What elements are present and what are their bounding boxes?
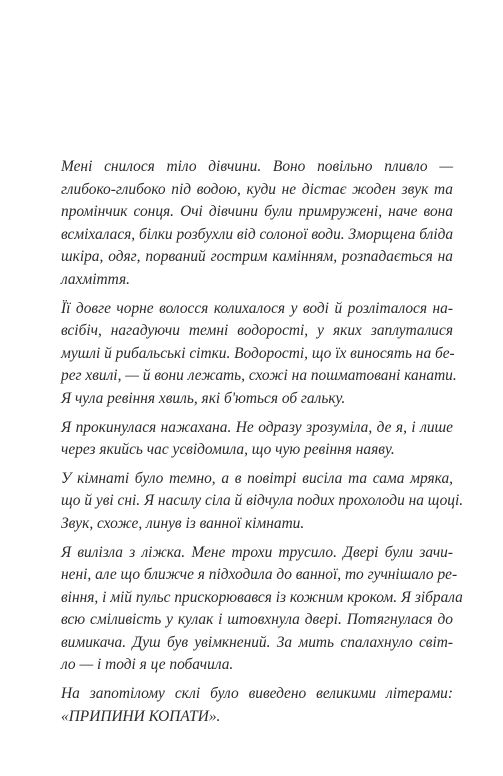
paragraph-5 [61,542,463,678]
text-line: всміхалася, білки розбухли від солоної води. Зморщена бліда [61,225,454,243]
text-line: нені, але що ближче я підходила до ванної, то гучнішало ре- [61,566,458,584]
text-line: Я чула ревіння хвиль, які б'ються об гальку. [61,389,346,407]
text-line: Її довге чорне волосся колихалося у воді й розліталося на- [61,299,453,317]
paragraph-4 [61,468,464,536]
text-line: На запотілому склі було виведено великими літерами: [61,685,453,703]
text-line: Мені снилося тіло дівчини. Воно повільно пливло — [61,158,453,175]
text-line: рег хвилі, — й вони лежать, схожі на пошматовані канати. [61,367,457,385]
text-line: всібіч, нагадуючи темні водорості, у яких заплуталися [61,322,453,340]
text-line: глибоко-глибоко під водою, куди не дістає жоден звук та [61,180,453,198]
text-line: лахміття. [61,270,130,288]
text-line: Я прокинулася нажахана. Не одразу зрозуміла, де я, і лише [61,418,453,436]
text-line: У кімнаті було темно, а в повітрі висіла та сама мряка, [61,469,453,487]
text-line: віння, і мій пульс прискорювався із кожним кроком. Я зібрала [61,588,463,606]
text-line: шкіра, одяг, порваний гострим камінням, розпадається на [61,248,453,266]
paragraph-6 [61,683,453,728]
text-line: Я вилізла з ліжка. Мене трохи трусило. Двері були зачи- [61,543,453,561]
text-line: всю сміливість у кулак і штовхнула двері. Потягнулася до [61,611,453,629]
text-page [61,156,464,728]
text-line: через якийсь час усвідомила, що чую ревіння наяву. [61,441,395,459]
text-line: Звук, схоже, линув із ванної кімнати. [61,514,305,532]
text-line: що й уві сні. Я насилу сіла й відчула подих прохолоди на щоці. [61,492,464,510]
text-line: ло — і тоді я це побачила. [61,656,234,674]
paragraph-2 [61,298,457,411]
paragraph-1 [61,156,453,292]
text-line: промінчик сонця. Очі дівчини були примружені, наче вона [61,203,453,221]
text-line: «ПРИПИНИ КОПАТИ». [61,707,221,725]
text-line: вимикача. Душ був увімкнений. За мить спалахнуло світ- [61,633,453,651]
paragraph-3 [61,417,453,462]
text-line: мушлі й рибальські сітки. Водорості, що їх виносять на бе- [61,344,455,362]
